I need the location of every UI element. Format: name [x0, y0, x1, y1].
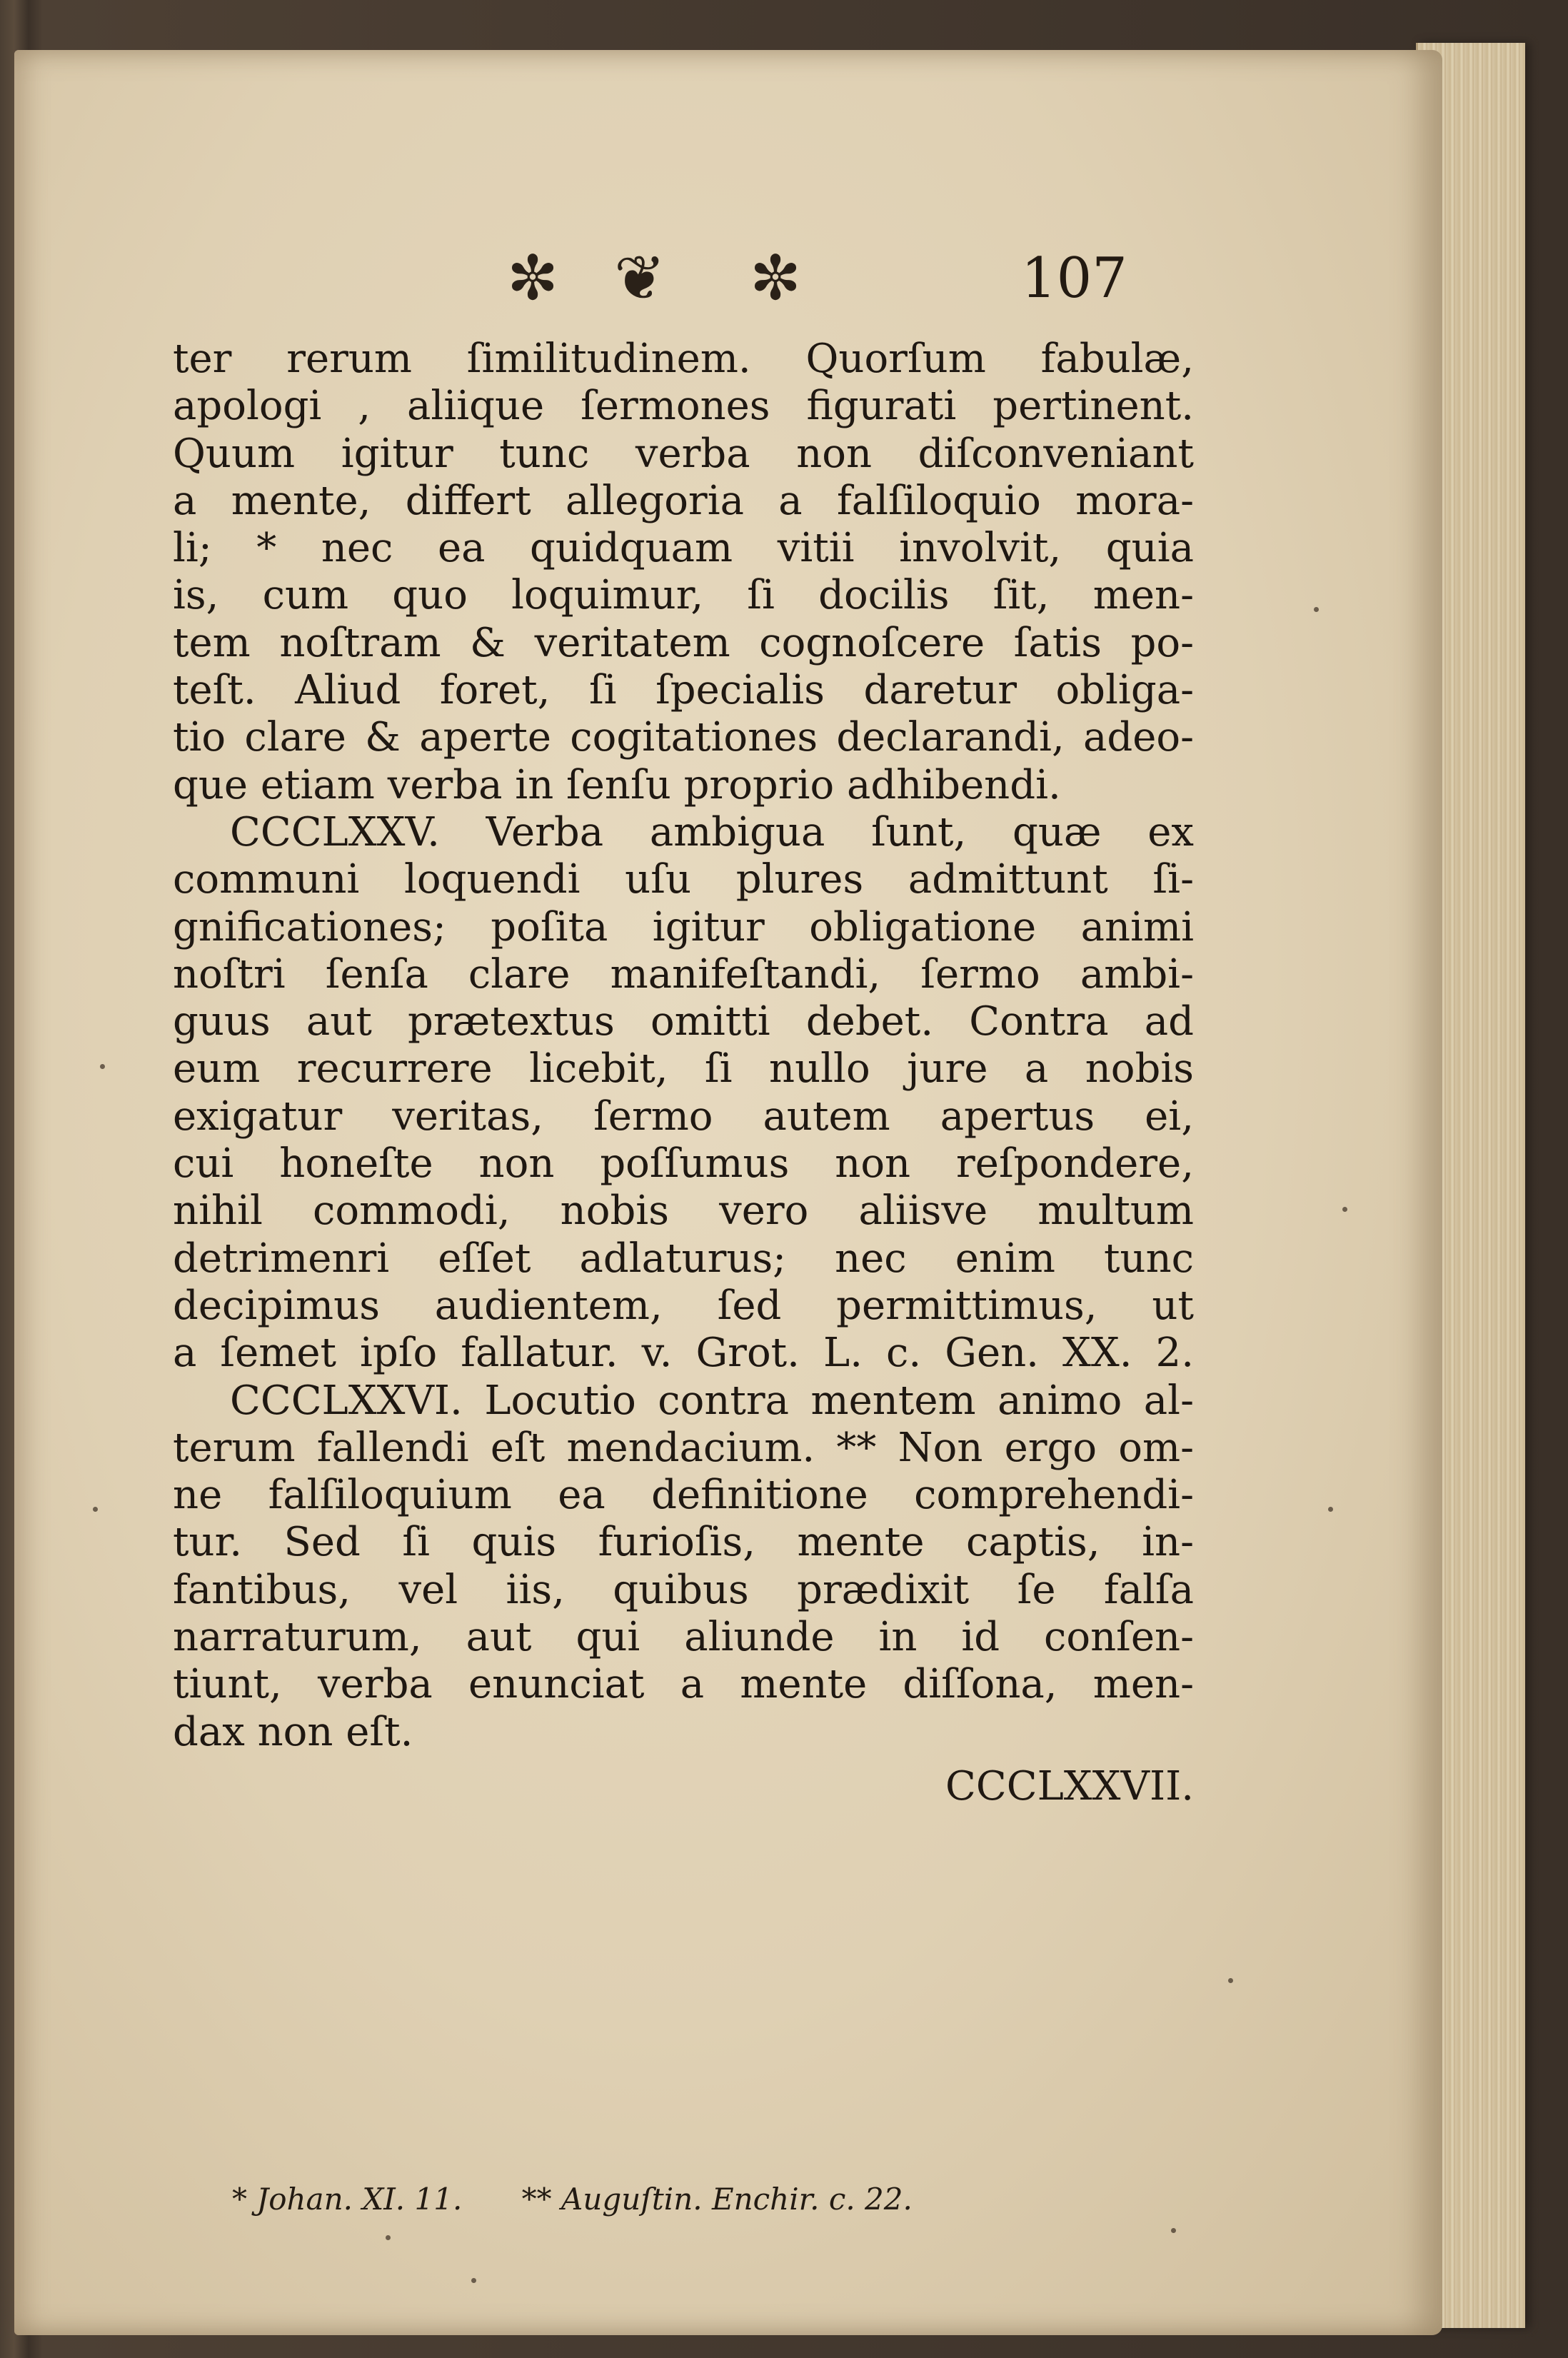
text-line: CCCLXXVI. Locutio contra mentem animo al-: [230, 1377, 1194, 1424]
text-line: a ſemet ipſo fallatur. v. Grot. L. c. Gen. XX. 2.: [173, 1330, 1194, 1377]
text-line: fantibus, vel iis, quibus prædixit ſe falſa: [173, 1566, 1194, 1613]
text-line: teſt. Aliud foret, ſi ſpecialis daretur obliga-: [173, 667, 1194, 714]
ornament-left-icon: ✼: [507, 243, 559, 314]
text-line: cui honeſte non poſſumus non reſpondere,: [173, 1140, 1194, 1188]
footnotes: [232, 2182, 963, 2217]
text-line: is, cum quo loquimur, ſi docilis ſit, men-: [173, 572, 1194, 619]
text-line: tio clare & aperte cogitationes declarandi, adeo-: [173, 714, 1194, 761]
text-line: narraturum, aut qui aliunde in id conſen-: [173, 1614, 1194, 1661]
ornament-center-icon: ❦: [614, 243, 666, 314]
text-line: communi loquendi uſu plures admittunt ſi-: [173, 856, 1194, 903]
ornament-right-icon: ✼: [750, 243, 802, 314]
footnote-1: * Johan. XI. 11.: [232, 2182, 463, 2217]
text-line: Quum igitur tunc verba non diſconveniant: [173, 430, 1194, 477]
text-line: tiunt, verba enunciat a mente diſſona, men-: [173, 1661, 1194, 1708]
text-line: a mente, differt allegoria a falſiloquio mora-: [173, 477, 1194, 524]
text-line: guus aut prætextus omitti debet. Contra ad: [173, 998, 1194, 1045]
footnote-2: ** Auguſtin. Enchir. c. 22.: [521, 2182, 913, 2217]
page-number: 107: [1021, 246, 1127, 311]
text-line: li; * nec ea quidquam vitii involvit, quia: [173, 525, 1194, 572]
text-line: terum fallendi eſt mendacium. ** Non ergo om-: [173, 1424, 1194, 1471]
text-line: dax non eſt.: [173, 1708, 413, 1755]
text-line: que etiam verba in ſenſu proprio adhibendi.: [173, 761, 1061, 808]
running-header: [507, 239, 1150, 318]
text-line: exigatur veritas, ſermo autem apertus ei,: [173, 1093, 1194, 1140]
text-line: tem noſtram & veritatem cognoſcere ſatis po-: [173, 619, 1194, 666]
text-line: apologi , aliique ſermones figurati pertinent.: [173, 383, 1194, 430]
body-text: [173, 336, 1194, 1810]
text-line: tur. Sed ſi quis furioſis, mente captis, in-: [173, 1519, 1194, 1566]
text-line: CCCLXXV. Verba ambigua ſunt, quæ ex: [230, 808, 1194, 856]
text-line: nihil commodi, nobis vero aliisve multum: [173, 1188, 1194, 1235]
text-line: ne falſiloquium ea definitione comprehendi-: [173, 1472, 1194, 1519]
text-line: detrimenri eſſet adlaturus; nec enim tunc: [173, 1235, 1194, 1282]
text-line: noſtri ſenſa clare manifeſtandi, ſermo ambi-: [173, 950, 1194, 998]
text-line: decipimus audientem, ſed permittimus, ut: [173, 1282, 1194, 1329]
book-page: [14, 50, 1442, 2335]
catchword: CCCLXXVII.: [945, 1762, 1194, 1810]
text-line: ter rerum ſimilitudinem. Quorſum fabulæ,: [173, 336, 1194, 382]
text-line: eum recurrere licebit, ſi nullo jure a nobis: [173, 1045, 1194, 1093]
text-line: gnificationes; poſita igitur obligatione animi: [173, 903, 1194, 950]
